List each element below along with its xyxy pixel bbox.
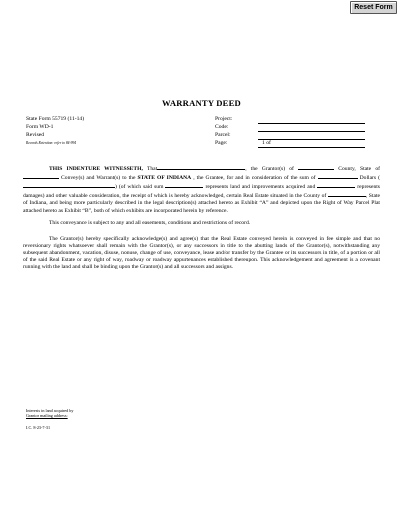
- document-title: WARRANTY DEED: [162, 98, 241, 108]
- sum-words-field[interactable]: [318, 173, 358, 179]
- grantor-name-field[interactable]: [157, 164, 245, 170]
- acknowledgement-paragraph: The Grantor(s) hereby specifically acknowledge(s) and agree(s) that the Real Estate conveyed herein is conveyed in fee simple and that no reversionary rights whatsoever shall remain with the Grantor(s), or any successors in title to the abutting lands of the Grantor(s), notwithstanding any subsequent abandonment, vacation, disuse, nonuse, change of use, conveyance, lease and/or transfer by the Grantee or its successors in title, of a portion or all of the said Real Estate or any right of way, roadway or roadway appurtenances established thereupon. This acknowledgement and agreement is a covenant running with the land and shall be binding upon the Grantor(s) and all successors and assigns.: [23, 235, 380, 271]
- revised-label: Revised: [26, 132, 45, 139]
- project-label: Project:: [215, 116, 233, 123]
- indenture-lead: THIS INDENTURE WITNESSETH,: [49, 166, 143, 173]
- sum-amount-field[interactable]: [23, 182, 115, 188]
- project-fields: [215, 116, 375, 148]
- indenture-paragraph: THIS INDENTURE WITNESSETH, That , the Grantor(s) of County, State of Convey(s) and Warrant(s) to the STATE OF INDIANA , the Grantee, for and in consideration of the sum of Dollars () (of which said sum represents land and improvements acquired and represents damages) and other valuable consideration, the receipt of which is hereby acknowledged, certain Real Estate situated in the County of , State of Indiana, and being more particularly described in the legal description(s) attached hereto as Exhibit “A” and depicted upon the Right of Way Parcel Plat attached hereto as Exhibit “B”, both of which exhibits are incorporated herein by reference.: [23, 166, 381, 214]
- grantor-county-field[interactable]: [298, 164, 334, 170]
- code-label: Code:: [215, 124, 229, 131]
- page-row: [215, 140, 375, 148]
- grantee-state: STATE OF INDIANA: [137, 175, 192, 182]
- document-footer: [26, 408, 73, 430]
- grantor-address-label: Grantor mailing address:: [26, 413, 68, 419]
- parcel-row: [215, 132, 375, 140]
- code-row: [215, 124, 375, 132]
- page-field[interactable]: [258, 147, 365, 148]
- damages-amount-field[interactable]: [317, 182, 355, 188]
- ic-citation: I.C. 8-23-7-31: [26, 424, 51, 430]
- parcel-label: Parcel:: [215, 132, 231, 139]
- document-header: [23, 116, 380, 164]
- project-row: [215, 116, 375, 124]
- form-toolbar: [0, 0, 400, 14]
- records-retention: Records Retention: refer to 84-994: [26, 141, 77, 146]
- page-value: 1 of: [262, 140, 271, 147]
- warranty-deed-page: [23, 20, 381, 430]
- land-amount-field[interactable]: [165, 182, 203, 188]
- interests-label: Interests in land acquired by: [26, 408, 74, 413]
- page-label: Page:: [215, 140, 228, 147]
- form-number: Form WD-1: [26, 124, 54, 131]
- grantor-state-field[interactable]: [23, 173, 59, 179]
- form-info: [26, 116, 84, 146]
- deed-body: [23, 164, 380, 271]
- reset-form-button[interactable]: Reset Form: [350, 1, 397, 14]
- easements-paragraph: This conveyance is subject to any and all easements, conditions and restrictions of record.: [49, 219, 251, 226]
- county-field[interactable]: [328, 191, 366, 197]
- state-form-number: State Form 55719 (11-14): [26, 116, 85, 123]
